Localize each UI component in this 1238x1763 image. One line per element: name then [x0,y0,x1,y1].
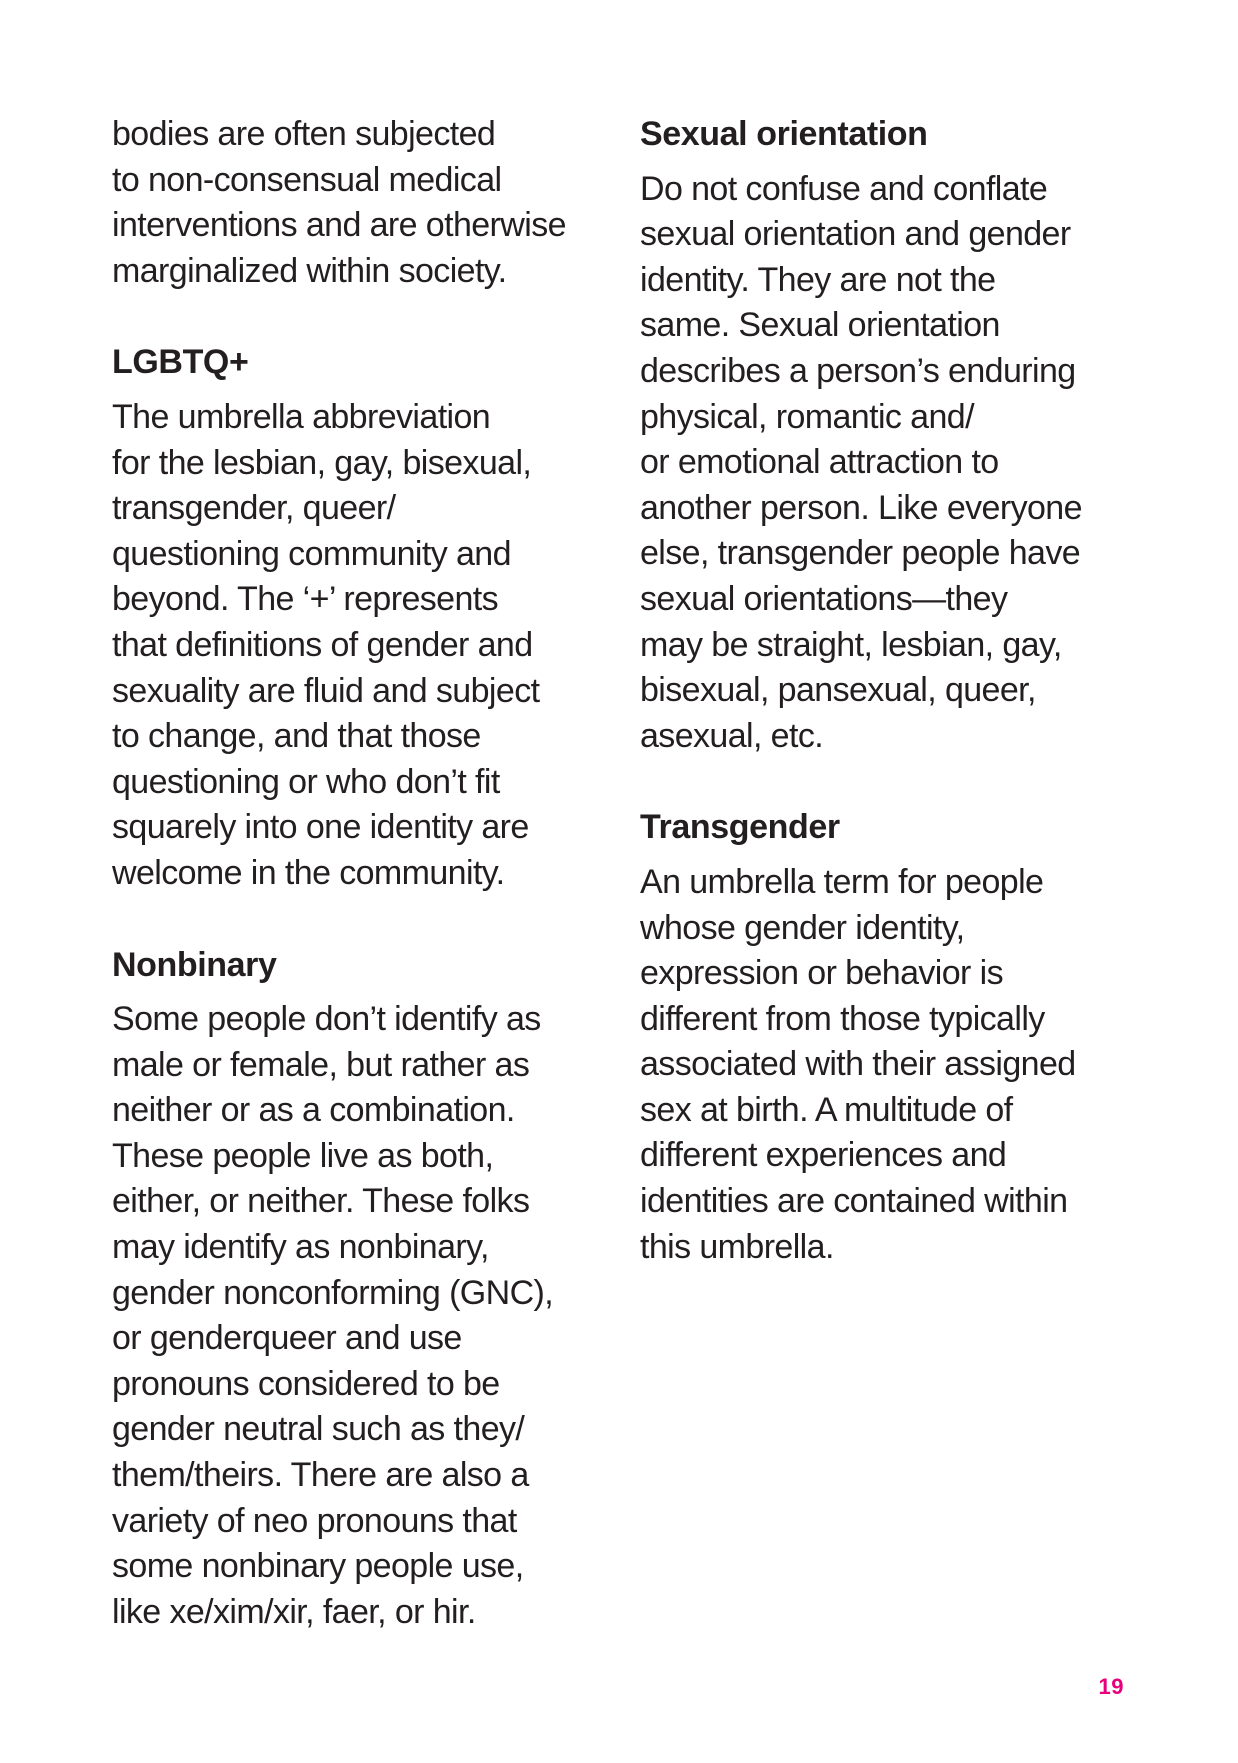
body-line: for the lesbian, gay, bisexual, [112,443,532,482]
body-line: beyond. The ‘+’ represents [112,580,499,619]
body-line: identities are contained within [640,1182,1068,1221]
body-line: same. Sexual orientation [640,306,1000,345]
body-line: some nonbinary people use, [112,1547,524,1586]
body-line: may identify as nonbinary, [112,1228,489,1267]
section-sexual-orientation [640,112,1140,759]
section-heading: Transgender [640,808,840,847]
body-line: else, transgender people have [640,534,1081,573]
body-line: this umbrella. [640,1227,834,1266]
body-line: The umbrella abbreviation [112,397,491,436]
body-line: sexual orientations—they [640,579,1008,618]
section-lgbtq [112,340,612,896]
body-line: different from those typically [640,999,1045,1038]
body-line: or emotional attraction to [640,443,999,482]
section-heading: Sexual orientation [640,115,928,153]
section-heading: Nonbinary [112,945,277,984]
body-line: marginalized within society. [112,251,507,290]
body-line: or genderqueer and use [112,1319,462,1358]
body-line: bodies are often subjected [112,115,496,153]
body-line: questioning or who don’t fit [112,762,500,801]
body-line: sex at birth. A multitude of [640,1090,1013,1129]
body-line: different experiences and [640,1136,1007,1175]
body-line: another person. Like everyone [640,488,1082,527]
body-line: male or female, but rather as [112,1045,530,1084]
body-line: questioning community and [112,534,511,573]
body-line: Some people don’t identify as [112,1000,541,1039]
body-line: expression or behavior is [640,954,1003,993]
body-line: may be straight, lesbian, gay, [640,625,1062,664]
body-line: like xe/xim/xir, faer, or hir. [112,1592,476,1631]
body-line: welcome in the community. [112,853,505,892]
body-line: pronouns considered to be [112,1364,500,1403]
body-line: transgender, queer/ [112,489,396,528]
left-column [112,112,612,1635]
body-line: describes a person’s enduring [640,351,1076,390]
body-line: gender nonconforming (GNC), [112,1273,554,1312]
body-line: whose gender identity, [640,908,965,947]
body-line: squarely into one identity are [112,808,529,847]
body-line: identity. They are not the [640,260,996,299]
body-line: to non-consensual medical [112,160,502,199]
body-line: sexual orientation and gender [640,215,1071,254]
body-line: bisexual, pansexual, queer, [640,671,1036,710]
body-line: them/theirs. There are also a [112,1456,529,1495]
body-line: physical, romantic and/ [640,397,974,436]
page-number: 19 [1098,1674,1124,1699]
body-line: to change, and that those [112,717,481,756]
body-line: neither or as a combination. [112,1091,515,1130]
body-line: variety of neo pronouns that [112,1501,517,1540]
right-column [640,112,1140,1270]
intro-paragraph [112,112,612,294]
body-line: either, or neither. These folks [112,1182,530,1221]
body-line: that definitions of gender and [112,625,533,664]
body-line: An umbrella term for people [640,862,1044,901]
body-line: asexual, etc. [640,716,824,755]
body-line: sexuality are fluid and subject [112,671,540,710]
body-line: These people live as both, [112,1136,494,1175]
section-transgender [640,805,1140,1270]
body-line: Do not confuse and conflate [640,169,1048,208]
body-line: associated with their assigned [640,1045,1076,1084]
body-line: gender neutral such as they/ [112,1410,525,1449]
section-nonbinary [112,943,612,1636]
body-line: interventions and are otherwise [112,206,566,245]
section-heading: LGBTQ+ [112,343,249,382]
